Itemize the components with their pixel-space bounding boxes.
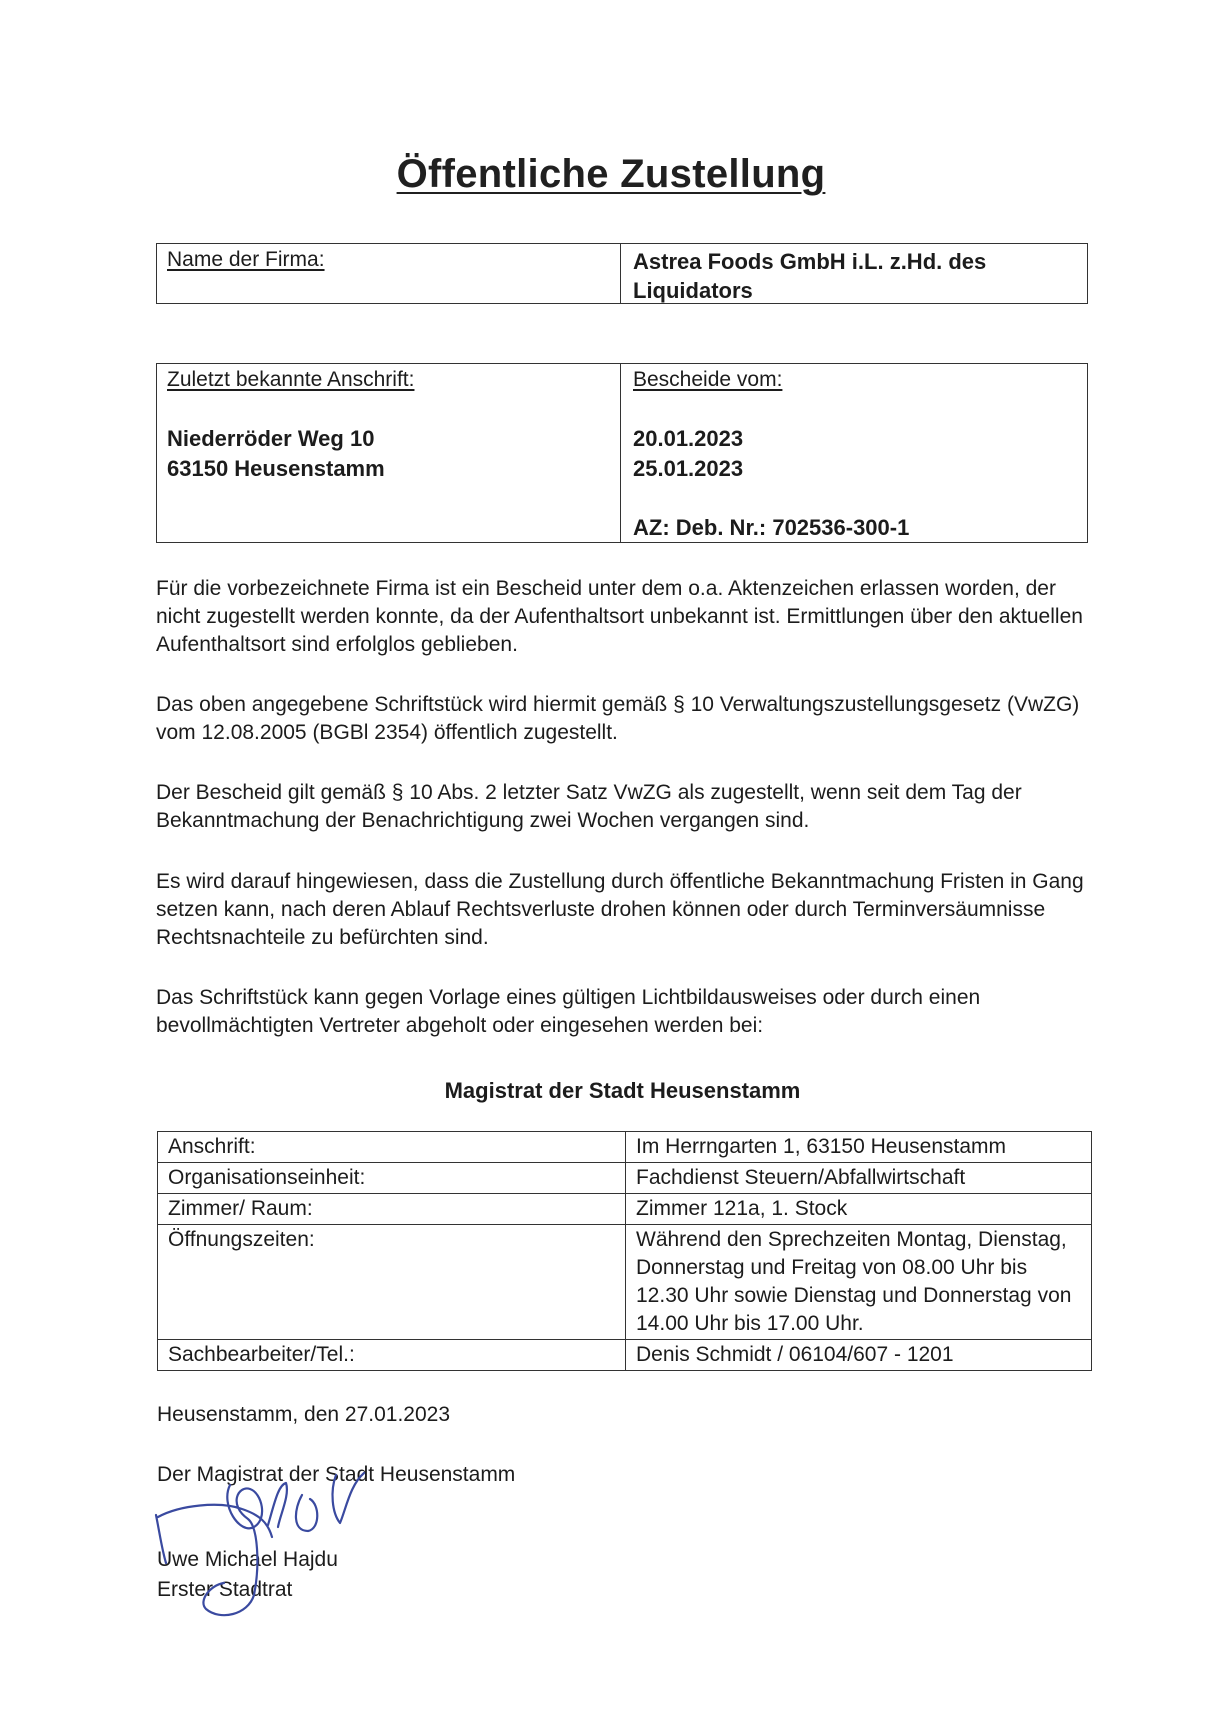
org-unit-value: Fachdienst Steuern/Abfallwirtschaft <box>626 1163 1092 1194</box>
office-heading: Magistrat der Stadt Heusenstamm <box>444 1078 801 1103</box>
room-value: Zimmer 121a, 1. Stock <box>626 1194 1092 1225</box>
office-address-value: Im Herrngarten 1, 63150 Heusenstamm <box>626 1132 1092 1163</box>
opening-hours-label: Öffnungszeiten: <box>158 1225 626 1340</box>
signer-title: Erster Stadtrat <box>157 1578 293 1601</box>
place-date: Heusenstamm, den 27.01.2023 <box>157 1403 451 1426</box>
issuing-authority: Der Magistrat der Stadt Heusenstamm <box>157 1463 516 1486</box>
clerk-label: Sachbearbeiter/Tel.: <box>158 1340 626 1371</box>
table-row <box>158 1194 1092 1225</box>
firm-name-value-line1: Astrea Foods GmbH i.L. z.Hd. des <box>633 249 987 274</box>
decision-date-2: 25.01.2023 <box>633 456 744 481</box>
address-city: 63150 Heusenstamm <box>167 456 385 481</box>
opening-hours-value: Während den Sprechzeiten Montag, Dienstag, Donnerstag und Freitag von 08.00 Uhr bis 12.30 Uhr sowie Dienstag und Donnerstag von 14.00 Uhr bis 17.00 Uhr. <box>626 1225 1092 1340</box>
org-unit-label: Organisationseinheit: <box>158 1163 626 1194</box>
decision-date-1: 20.01.2023 <box>633 426 744 451</box>
firm-name-value-line2: Liquidators <box>633 278 753 303</box>
reference-number: AZ: Deb. Nr.: 702536-300-1 <box>633 515 910 540</box>
table-row <box>158 1340 1092 1371</box>
paragraph-5: Das Schriftstück kann gegen Vorlage eines gültigen Lichtbildausweises oder durch einen bevollmächtigten Vertreter abgeholt oder eingesehen werden bei: <box>156 986 981 1037</box>
table-row <box>158 1132 1092 1163</box>
signer-name: Uwe Michael Hajdu <box>157 1548 338 1571</box>
paragraph-2: Das oben angegebene Schriftstück wird hiermit gemäß § 10 Verwaltungszustellungsgesetz (VwZG) vom 12.08.2005 (BGBl 2354) öffentlich zugestellt. <box>156 693 1080 744</box>
table-row <box>158 1225 1092 1340</box>
office-info-table <box>157 1131 1092 1371</box>
paragraph-3: Der Bescheid gilt gemäß § 10 Abs. 2 letzter Satz VwZG als zugestellt, wenn seit dem Tag der Bekanntmachung der Benachrichtigung zwei Wochen vergangen sind. <box>156 781 1022 832</box>
paragraph-1: Für die vorbezeichnete Firma ist ein Bescheid unter dem o.a. Aktenzeichen erlassen worden, der nicht zugestellt werden konnte, da der Aufenthaltsort unbekannt ist. Ermittlungen über den aktuellen Aufenthaltsort sind erfolglos geblieben. <box>156 577 1083 656</box>
address-street: Niederröder Weg 10 <box>167 426 375 451</box>
last-address-label: Zuletzt bekannte Anschrift: <box>167 368 415 391</box>
office-address-label: Anschrift: <box>158 1132 626 1163</box>
document-title: Öffentliche Zustellung <box>396 152 826 196</box>
address-decision-box <box>156 363 1088 543</box>
table-row <box>158 1163 1092 1194</box>
paragraph-4: Es wird darauf hingewiesen, dass die Zustellung durch öffentliche Bekanntmachung Fristen in Gang setzen kann, nach deren Ablauf Rechtsverluste drohen können oder durch Terminversäumnisse Rechtsnachteile zu befürchten sind. <box>156 870 1084 949</box>
handwritten-signature <box>150 1465 400 1625</box>
clerk-value: Denis Schmidt / 06104/607 - 1201 <box>626 1340 1092 1371</box>
decision-date-label: Bescheide vom: <box>633 368 783 391</box>
firm-name-box <box>156 243 1088 304</box>
room-label: Zimmer/ Raum: <box>158 1194 626 1225</box>
firm-name-label: Name der Firma: <box>167 248 325 271</box>
